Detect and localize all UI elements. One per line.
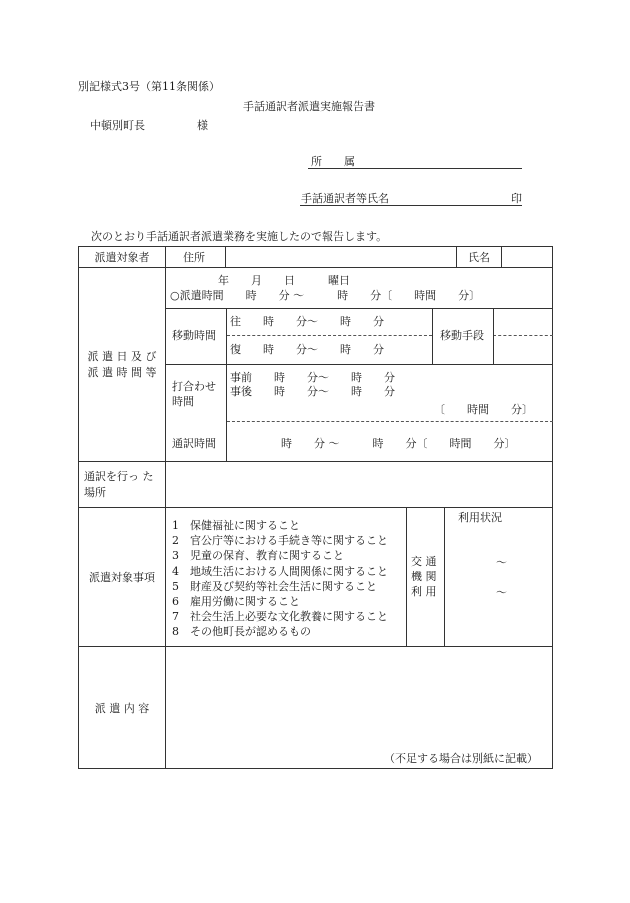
form-title: 手話通訳者派遣実施報告書 [243, 100, 375, 113]
seal-mark: 印 [511, 192, 522, 205]
date-line[interactable]: 年 月 日 曜日 [218, 274, 350, 287]
travel-means-label: 移動手段 [440, 329, 484, 342]
matters-item: 6 雇用労働に関すること [172, 595, 300, 609]
place-label-line2: 場所 [84, 485, 106, 499]
place-field[interactable] [166, 462, 553, 508]
name-divider-left [456, 247, 457, 267]
intro-text: 次のとおり手話通訳者派遣業務を実施したので報告します。 [91, 230, 388, 243]
schedule-label-line1: 派 遣 日 及 び [87, 349, 157, 363]
return-time[interactable]: 復 時 分～ 時 分 [230, 343, 384, 356]
meeting-dashed-divider [227, 421, 553, 422]
target-person-cell [166, 247, 553, 268]
meeting-total[interactable]: 〔 時間 分〕 [434, 403, 533, 416]
transport-label-line1: 交 通 [411, 555, 437, 568]
target-person-row [79, 247, 553, 268]
address-label: 住所 [183, 251, 205, 264]
interpreter-name-label: 手話通訳者等氏名 [301, 192, 389, 205]
meeting-label-line1: 打合わせ [172, 380, 216, 393]
travel-means-divider-right [493, 308, 494, 364]
name-label: 氏名 [468, 251, 490, 264]
place-label-cell [79, 462, 166, 508]
matters-label: 派遣対象事項 [79, 508, 166, 647]
schedule-label-line2: 派 遣 時 間 等 [87, 365, 157, 379]
usage-tilde-2[interactable]: ～ [496, 586, 507, 599]
schedule-row [79, 268, 553, 462]
transport-divider-right [444, 508, 445, 646]
matters-item: 2 官公庁等における手続き等に関すること [172, 534, 388, 548]
address-field[interactable] [226, 247, 456, 267]
affiliation-line[interactable] [308, 168, 522, 169]
matters-item: 3 児童の保育、教育に関すること [172, 549, 344, 563]
content-note: （不足する場合は別紙に記載） [384, 752, 538, 765]
schedule-cell [166, 268, 553, 462]
travel-label-divider [226, 308, 227, 364]
meeting-label-divider [226, 364, 227, 461]
matters-list [172, 518, 388, 640]
interpreter-name-line[interactable] [300, 205, 522, 206]
matters-item: 4 地域生活における人間関係に関すること [172, 564, 388, 578]
outbound-time[interactable]: 往 時 分～ 時 分 [230, 315, 384, 328]
report-form-table [78, 246, 553, 769]
transport-divider-left [406, 508, 407, 646]
content-row [79, 647, 553, 769]
matters-item: 7 社会生活上必要な文化教養に関すること [172, 610, 388, 624]
matters-item: 5 財産及び契約等社会生活に関すること [172, 579, 377, 593]
interpretation-time-label: 通訳時間 [172, 437, 216, 450]
addressee-honorific: 様 [197, 119, 208, 132]
form-number: 別記様式3号（第11条関係） [78, 80, 220, 93]
target-person-label: 派遣対象者 [79, 247, 166, 268]
usage-tilde-1[interactable]: ～ [496, 556, 507, 569]
content-label: 派 遣 内 容 [79, 647, 166, 769]
dispatch-time[interactable]: ○派遣時間 時 分 ～ 時 分〔 時間 分〕 [170, 289, 481, 302]
travel-block-bottom [166, 364, 553, 365]
matters-item: 1 保健福祉に関すること [172, 519, 300, 532]
usage-status-label: 利用状況 [458, 511, 502, 524]
transport-label [411, 554, 437, 599]
schedule-label-cell [79, 268, 166, 462]
travel-time-label: 移動時間 [172, 329, 216, 342]
transport-label-line3: 利 用 [411, 585, 437, 598]
dispatch-time-divider [166, 308, 553, 309]
transport-label-line2: 機 関 [411, 570, 437, 583]
place-row [79, 462, 553, 508]
content-field[interactable] [166, 647, 553, 769]
affiliation-label: 所 属 [311, 155, 355, 168]
matters-cell [166, 508, 553, 647]
meeting-before[interactable]: 事前 時 分～ 時 分 [230, 371, 395, 384]
interpretation-time[interactable]: 時 分 ～ 時 分〔 時間 分〕 [281, 437, 516, 450]
addressee: 中頓別町長 [90, 119, 145, 132]
travel-means-divider-left [432, 308, 433, 364]
meeting-after[interactable]: 事後 時 分～ 時 分 [230, 385, 395, 398]
travel-means-dashed-divider [493, 335, 553, 336]
matters-row [79, 508, 553, 647]
matters-item: 8 その他町長が認めるもの [172, 625, 311, 639]
meeting-label-line2: 時間 [172, 395, 194, 408]
travel-dashed-divider [227, 335, 432, 336]
name-field[interactable] [502, 247, 552, 267]
place-label-line1: 通訳を行っ た [84, 469, 154, 483]
